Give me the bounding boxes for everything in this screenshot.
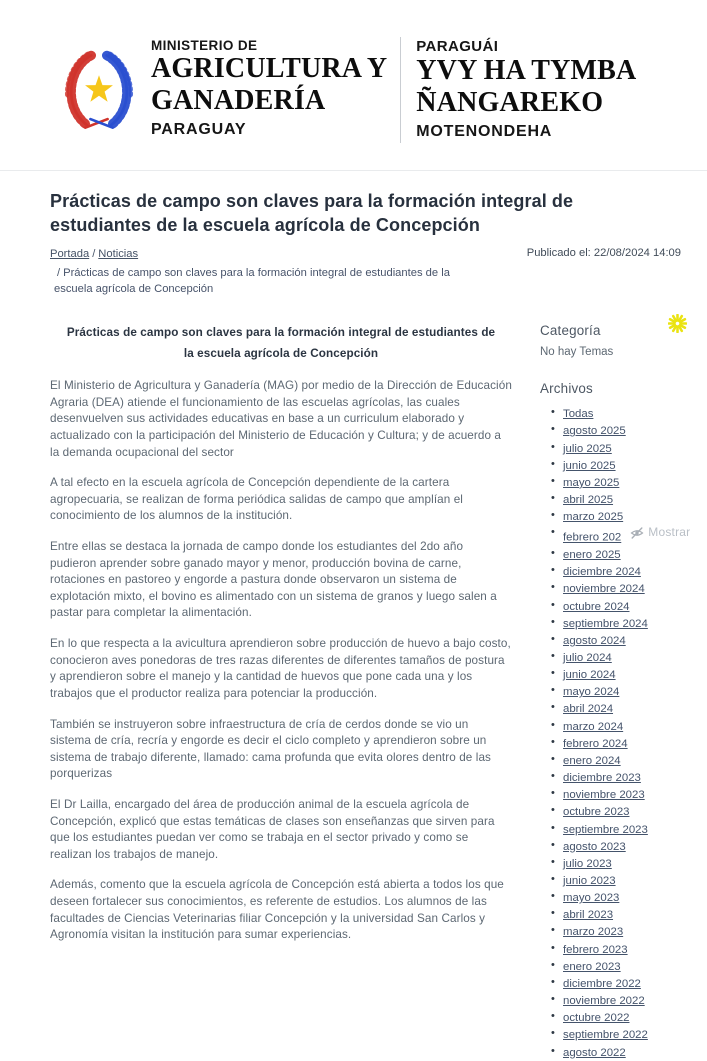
breadcrumb-current-wrap: [50, 265, 480, 297]
archive-link[interactable]: septiembre 2024: [563, 617, 648, 630]
archive-list-item: [553, 1026, 690, 1043]
archive-list-item: [553, 580, 690, 597]
archive-link[interactable]: abril 2023: [563, 909, 614, 922]
article-paragraph: A tal efecto en la escuela agrícola de Concepción dependiente de la cartera agropecuaria, se realizan de forma periódica salidas de campo que amplían el conocimiento de los alumnos de la institución.: [50, 476, 464, 523]
archive-list-item: [553, 491, 690, 508]
archive-list-item: [553, 769, 690, 786]
archive-list-item: [553, 474, 690, 491]
page-title: Prácticas de campo son claves para la formación integral de estudiantes de la escuela agrícola de Concepción: [50, 191, 574, 235]
archive-list-item: [553, 872, 690, 889]
mostrar-label: Mostrar: [648, 525, 691, 540]
archive-link[interactable]: febrero 2023: [563, 943, 628, 956]
archive-list-item: [553, 508, 690, 525]
archive-link[interactable]: enero 2023: [563, 960, 621, 973]
archive-link[interactable]: febrero 2024: [563, 737, 628, 750]
archive-list-item: [553, 683, 690, 700]
archive-link[interactable]: noviembre 2023: [563, 789, 645, 802]
archive-list-item: [553, 941, 690, 958]
sidebar: [540, 323, 690, 1061]
archive-list-item: [553, 803, 690, 820]
archive-list-item: [553, 786, 690, 803]
archive-link[interactable]: octubre 2024: [563, 600, 630, 613]
category-heading: Categoría: [540, 323, 601, 339]
archive-link[interactable]: noviembre 2024: [563, 583, 645, 596]
article-paragraph: En lo que respecta a la avicultura aprendieron sobre producción de huevo a bajo costo, conocieron aves ponedoras de tres razas diferentes de diferentes tamaños de postura y aprendieron sobre el manejo y la cantidad de huevos que pone cada una y los trabajos que el productor realiza para potenciar la producción.: [50, 637, 511, 700]
archive-link[interactable]: febrero 202: [563, 531, 622, 544]
brand-spanish: [151, 36, 387, 139]
archive-list-item: [553, 718, 690, 735]
archive-link[interactable]: Todas: [563, 408, 594, 421]
mostrar-overlay[interactable]: [630, 525, 690, 540]
archive-list-item: [553, 958, 690, 975]
article-paragraph: El Ministerio de Agricultura y Ganadería (MAG) por medio de la Dirección de Educación Agraria (DEA) atiende el funcionamiento de las escuelas agrícolas, las cuales desenvuelven sus actividades educativas en base a un curriculum elaborado y actualizado con la participación del Ministerio de Educación y Cultura; y de acuerdo a la demanda ocupacional del sector: [50, 379, 512, 459]
archive-list-item: [553, 923, 690, 940]
archives-heading: Archivos: [540, 381, 593, 397]
archive-list-item: [553, 700, 690, 717]
archive-list-item: [553, 906, 690, 923]
archive-list-item: [553, 666, 690, 683]
archive-link[interactable]: abril 2024: [563, 703, 614, 716]
ministry-logo: [56, 36, 142, 142]
archive-link[interactable]: mayo 2025: [563, 476, 620, 489]
article-paragraph: Entre ellas se destaca la jornada de campo donde los estudiantes del 2do año pudieron aprender sobre ganado mayor y menor, producción bovina de carne, rotaciones en pastoreo y engorde a pastura donde observaron un sistema de explotación mixto, el bovino es alimentado con un sistema de granos y luego salen a pastar para completar la alimentación.: [50, 540, 497, 620]
archive-link[interactable]: junio 2024: [563, 669, 616, 682]
published-date: Publicado el: 22/08/2024 14:09: [526, 246, 681, 259]
archive-link[interactable]: mayo 2023: [563, 892, 620, 905]
article-paragraph: El Dr Lailla, encargado del área de producción animal de la escuela agrícola de Concepción, explicó que estas temáticas de clases son enseñanzas que sirven para que los estudiantes puedan ver como se trabaja en el sector privado y como se realizan los trabajos de manejo.: [50, 797, 495, 861]
archive-list-item: [553, 1009, 690, 1026]
archive-link[interactable]: septiembre 2023: [563, 823, 648, 836]
eye-off-icon: [630, 526, 644, 540]
archive-link[interactable]: enero 2024: [563, 754, 621, 767]
archive-link[interactable]: marzo 2025: [563, 511, 624, 524]
archive-list-item: [553, 457, 690, 474]
archive-link[interactable]: enero 2025: [563, 549, 621, 562]
archive-list-item: [553, 855, 690, 872]
brand-kicker-gn: PARAGUÁI: [416, 38, 499, 55]
archive-link[interactable]: agosto 2023: [563, 840, 626, 853]
archive-list-item: [553, 440, 690, 457]
archive-link[interactable]: octubre 2023: [563, 806, 630, 819]
archive-link[interactable]: noviembre 2022: [563, 995, 645, 1008]
archive-link[interactable]: agosto 2024: [563, 634, 626, 647]
archive-list-item: [553, 405, 690, 422]
archive-link[interactable]: diciembre 2022: [563, 977, 641, 990]
archive-list-item: [553, 889, 690, 906]
brand-name-line2: GANADERÍA: [151, 85, 326, 117]
archive-list-item: [553, 632, 690, 649]
archive-list-item: [553, 598, 690, 615]
archive-link[interactable]: julio 2025: [563, 442, 612, 455]
archive-list-item: [553, 821, 690, 838]
brand-guarani: [416, 36, 636, 141]
archive-link[interactable]: diciembre 2023: [563, 772, 641, 785]
archive-link[interactable]: marzo 2024: [563, 720, 624, 733]
breadcrumb-separator: /: [92, 247, 96, 260]
article-body: [50, 323, 512, 1061]
header-divider: [400, 37, 401, 143]
site-header: [0, 0, 707, 143]
brand-kicker-es: MINISTERIO DE: [151, 38, 258, 53]
archive-link[interactable]: septiembre 2022: [563, 1029, 648, 1042]
archive-list-item: [553, 735, 690, 752]
archive-link[interactable]: junio 2023: [563, 875, 616, 887]
archive-list-item: [553, 649, 690, 666]
archive-list-item: [553, 563, 690, 580]
category-empty-text: No hay Temas: [540, 346, 614, 359]
article-paragraphs: [50, 378, 512, 944]
content: [0, 297, 707, 1061]
archive-list-item: [553, 752, 690, 769]
article-heading: Prácticas de campo son claves para la formación integral de estudiantes de la escuela agrícola de Concepción: [66, 326, 496, 360]
brand-gn-foot: MOTENONDEHA: [416, 122, 553, 140]
brand-gn-line2: ÑANGAREKO: [416, 87, 604, 119]
archive-list-item: [553, 525, 690, 546]
archive-link[interactable]: junio 2025: [563, 459, 616, 472]
breadcrumb-section-link[interactable]: Noticias: [98, 247, 139, 260]
archive-link[interactable]: diciembre 2024: [563, 566, 641, 579]
star-icon: [85, 75, 113, 101]
archive-link[interactable]: agosto 2022: [563, 1046, 626, 1059]
breadcrumb: [50, 246, 480, 298]
archive-link[interactable]: agosto 2025: [563, 425, 626, 438]
archive-list-item: [553, 615, 690, 632]
archive-link[interactable]: abril 2025: [563, 493, 614, 506]
page-head: [0, 171, 707, 297]
archive-list-item: [553, 975, 690, 992]
brand-gn-line1: YVY HA TYMBA: [416, 55, 637, 86]
breadcrumb-home-link[interactable]: Portada: [50, 247, 90, 260]
asterisk-icon[interactable]: [668, 314, 687, 333]
archive-link[interactable]: marzo 2023: [563, 926, 624, 939]
breadcrumb-current: Prácticas de campo son claves para la formación integral de estudiantes de la escuela agrícola de Concepción: [54, 266, 450, 295]
breadcrumb-separator-2: /: [57, 266, 61, 279]
article-paragraph: También se instruyeron sobre infraestructura de cría de cerdos donde se vio un sistema de cría, recría y engorde es decir el ciclo completo y aprendieron sobre un sistema de trabajo diferente, llamado: cama profunda que evita olores dentro de las porquerizas: [50, 717, 491, 781]
archive-link[interactable]: octubre 2022: [563, 1012, 630, 1025]
archive-list-item: [553, 1044, 690, 1061]
archive-link[interactable]: julio 2024: [563, 651, 612, 664]
archive-link[interactable]: julio 2023: [563, 857, 612, 870]
article-paragraph: Además, comento que la escuela agrícola de Concepción está abierta a todos los que deseen fortalecer sus conocimientos, es referente de estudios. Los alumnos de las facultades de Ciencias Veterinarias filiar Concepción y la universidad San Carlos y Agronomía visitan la institución para sumar experiencias.: [50, 878, 504, 942]
meta-row: [50, 246, 681, 298]
archive-list-item: [553, 546, 690, 563]
brand-country: PARAGUAY: [151, 120, 247, 138]
archives-list: [540, 405, 690, 1061]
archive-list-item: [553, 838, 690, 855]
paraguay-wreath-star-logo: [56, 36, 142, 142]
brand-name-line1: AGRICULTURA Y: [151, 53, 388, 84]
archive-list-item: [553, 992, 690, 1009]
archive-link[interactable]: mayo 2024: [563, 686, 620, 699]
archive-list-item: [553, 422, 690, 439]
